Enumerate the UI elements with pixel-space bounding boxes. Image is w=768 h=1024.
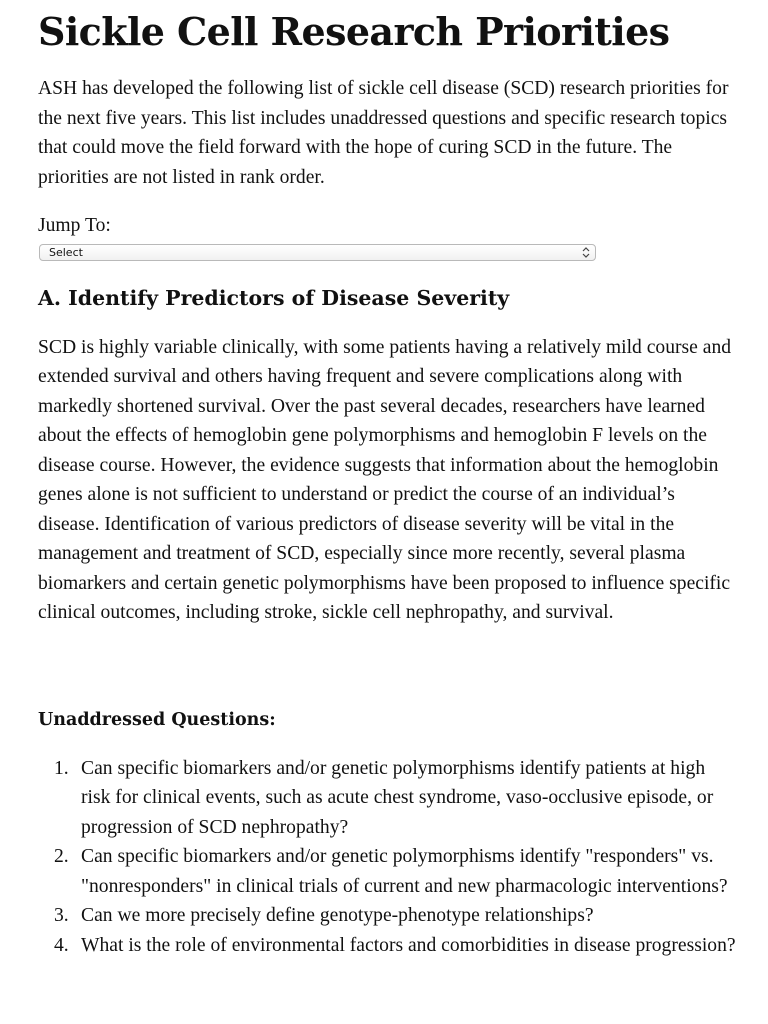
questions-heading: Unaddressed Questions: <box>38 710 276 730</box>
up-down-chevron-icon <box>581 246 591 259</box>
jump-to-label: Jump To: <box>38 215 111 236</box>
list-item-text: Can we more precisely define genotype-phenotype relationships? <box>81 905 594 927</box>
list-item <box>54 842 738 901</box>
list-item-text: Can specific biomarkers and/or genetic polymorphisms identify patients at high risk for clinical events, such as acute chest syndrome, vaso-occlusive episode, or progression of SCD nephropathy? <box>81 758 714 838</box>
jump-to-selected-value: Select <box>49 246 83 259</box>
list-item <box>54 901 738 930</box>
questions-list <box>38 754 738 960</box>
section-body-paragraph: SCD is highly variable clinically, with some patients having a relatively mild course and extended survival and others having frequent and severe complications along with markedly shortened survival. Over the past several decades, researchers have learned about the effects of hemoglobin gene polymorphisms and hemoglobin F levels on the disease course. However, the evidence suggests that information about the hemoglobin genes alone is not sufficient to understand or predict the course of an individual’s disease. Identification of various predictors of disease severity will be vital in the management and treatment of SCD, especially since more recently, several plasma biomarkers and certain genetic polymorphisms have been proposed to influence specific clinical outcomes, including stroke, sickle cell nephropathy, and survival. <box>38 337 732 624</box>
list-item-number: 3. <box>54 905 69 927</box>
intro-paragraph: ASH has developed the following list of sickle cell disease (SCD) research priorities for the next five years. This list includes unaddressed questions and specific research topics that could move the field forward with the hope of curing SCD in the future. The priorities are not listed in rank order. <box>38 78 729 188</box>
list-item-number: 4. <box>54 934 69 956</box>
page-title: Sickle Cell Research Priorities <box>38 9 670 54</box>
list-item-text: What is the role of environmental factors and comorbidities in disease progression? <box>81 934 736 956</box>
list-item-number: 2. <box>54 846 69 868</box>
jump-to-select[interactable] <box>39 244 596 261</box>
section-heading: A. Identify Predictors of Disease Severity <box>38 286 510 310</box>
list-item <box>54 931 738 960</box>
list-item-text: Can specific biomarkers and/or genetic polymorphisms identify "responders" vs. "nonresponders" in clinical trials of current and new pharmacologic interventions? <box>81 846 728 897</box>
list-item <box>54 754 738 842</box>
list-item-number: 1. <box>54 758 69 779</box>
